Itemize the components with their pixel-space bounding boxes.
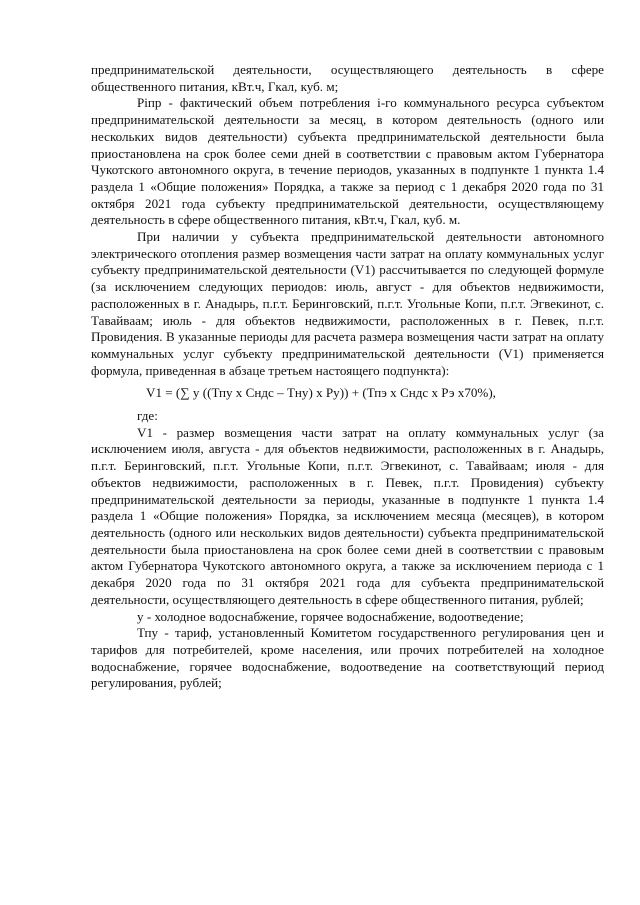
definition-v1: V1 - размер возмещения части затрат на оплату коммунальных услуг (за исключением июля, августа - для объектов недвижимости, расположенных в г. Анадырь, п.г.т. Беринговский, п.г.т. Угольные Копи, п.г.т. Эгвекинот, с. Тавайваам; июля - для объектов недвижимости, расположенных в г. Певек, п.г.т. Провидения) субъекту предпринимательской деятельности за периоды, указанные в подпункте 1 пункта 1.4 раздела 1 «Общие положения» Порядка, за исключением месяца (месяцев), в котором деятельность (одного или нескольких видов деятельности) субъекта предпринимательской деятельности была приостановлена на срок более семи дней в соответствии с правовым актом Губернатора Чукотского автономного округа, а также за исключением периода с 1 декабря 2020 года по 31 октября 2021 года для субъекта предпринимательской деятельности, осуществляющего деятельность в сфере общественного питания, рублей; — [91, 424, 604, 607]
definition-tpu: Тпу - тариф, установленный Комитетом государственного регулирования цен и тарифов для потребителей, кроме населения, или прочих потребителей на холодное водоснабжение, горячее водоснабжение, водоотведение на соответствующий период регулирования, рублей; — [91, 625, 604, 691]
paragraph-continuation: предпринимательской деятельности, осуществляющего деятельность в сфере общественного питания, кВт.ч, Гкал, куб. м; — [91, 62, 604, 94]
where-label: где: — [137, 408, 158, 424]
document-page — [91, 62, 604, 692]
paragraph-electric-heating: При наличии у субъекта предпринимательской деятельности автономного электрического отопления размер возмещения части затрат на оплату коммунальных услуг субъекту предпринимательской деятельности (V1) рассчитывается по следующей формуле (за исключением следующих периодов: июль, август - для объектов недвижимости, расположенных в г. Анадырь, п.г.т. Беринговский, п.г.т. Угольные Копи, п.г.т. Эгвекинот, с. Тавайваам; июль - для объектов недвижимости, расположенных в г. Певек, п.г.т. Провидения. В указанные периоды для расчета размера возмещения части затрат на оплату коммунальных услуг субъекту предпринимательской деятельности (V1) применяется формула, приведенная в абзаце третьем настоящего подпункта): — [91, 229, 604, 378]
paragraph-piPr-definition: Piпр - фактический объем потребления i-го коммунального ресурса субъектом предпринимательской деятельности за месяц, в котором деятельность (одного или нескольких видов деятельности) субъекта предпринимательской деятельности была приостановлена на срок более семи дней в соответствии с правовым актом Губернатора Чукотского автономного округа, в течение периодов, указанных в подпункте 1 пункта 1.4 раздела 1 «Общие положения» Порядка, а также за период с 1 декабря 2020 года по 31 октября 2021 года субъекту предпринимательской деятельности, осуществляющему деятельность в сфере общественного питания, кВт.ч, Гкал, куб. м. — [91, 95, 604, 228]
formula-v1: V1 = (∑ y ((Тпу x Сндс – Тну) x Py)) + (Тпэ x Сндс x Рэ x70%), — [146, 385, 496, 401]
definition-y: y - холодное водоснабжение, горячее водоснабжение, водоотведение; — [137, 608, 524, 624]
